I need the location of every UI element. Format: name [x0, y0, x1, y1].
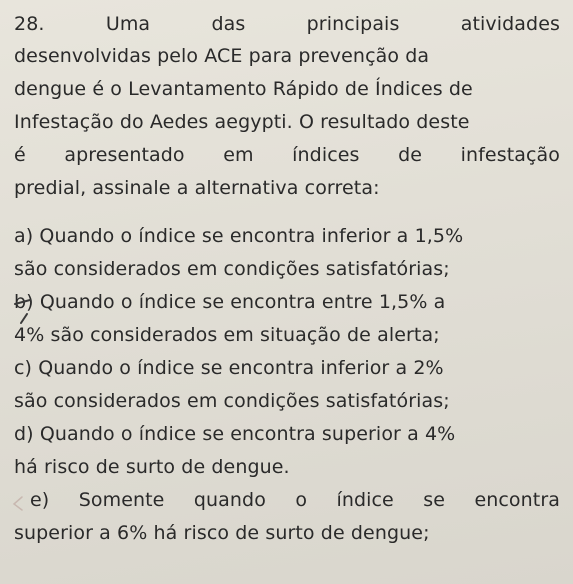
option-b-line-2[interactable]: 4% são considerados em situação de alerta; — [14, 324, 440, 346]
option-c-line-2[interactable]: são considerados em condições satisfatórias; — [14, 390, 450, 412]
question-stem-line-2: desenvolvidas pelo ACE para prevenção da — [14, 45, 430, 67]
stem-word: infestação — [460, 144, 560, 166]
option-e-word: o — [295, 489, 308, 511]
stem-word: em — [223, 144, 254, 166]
option-d-line-1[interactable]: d) Quando o índice se encontra superior a 4% — [14, 423, 456, 445]
check-mark-b — [21, 314, 27, 323]
option-a-line-1[interactable]: a) Quando o índice se encontra inferior a 1,5% — [14, 225, 464, 247]
question-number: 28. — [14, 13, 45, 35]
question-stem-line-5 — [14, 143, 560, 167]
option-b-line-1[interactable]: b) Quando o índice se encontra entre 1,5% a — [14, 291, 446, 313]
question-stem-line-6: predial, assinale a alternativa correta: — [14, 177, 380, 199]
stem-word: Uma — [105, 13, 151, 35]
option-e-word: e) — [30, 489, 50, 511]
pencil-mark-e — [14, 497, 22, 510]
stem-word: de — [398, 144, 423, 166]
option-e-word: índice — [336, 489, 394, 511]
option-e-word: encontra — [474, 489, 560, 511]
option-e-word: se — [423, 489, 446, 511]
stem-word: atividades — [460, 13, 560, 35]
stem-word: principais — [306, 13, 400, 35]
option-d-line-2[interactable]: há risco de surto de dengue. — [14, 456, 290, 478]
stem-word: índices — [292, 144, 360, 166]
option-c-line-1[interactable]: c) Quando o índice se encontra inferior a 2% — [14, 357, 444, 379]
question-stem-line-4: Infestação do Aedes aegypti. O resultado deste — [14, 111, 470, 133]
option-e-word: Somente — [78, 489, 165, 511]
option-e-line-1[interactable] — [30, 488, 560, 512]
stem-word: das — [211, 13, 246, 35]
option-e-line-2[interactable]: superior a 6% há risco de surto de dengue; — [14, 522, 430, 544]
question-stem-line-3: dengue é o Levantamento Rápido de Índices de — [14, 78, 473, 100]
question-stem-line-1 — [14, 12, 560, 36]
stem-word: é — [14, 144, 26, 166]
option-a-line-2[interactable]: são considerados em condições satisfatórias; — [14, 258, 450, 280]
option-e-word: quando — [193, 489, 266, 511]
stem-word: apresentado — [64, 144, 185, 166]
